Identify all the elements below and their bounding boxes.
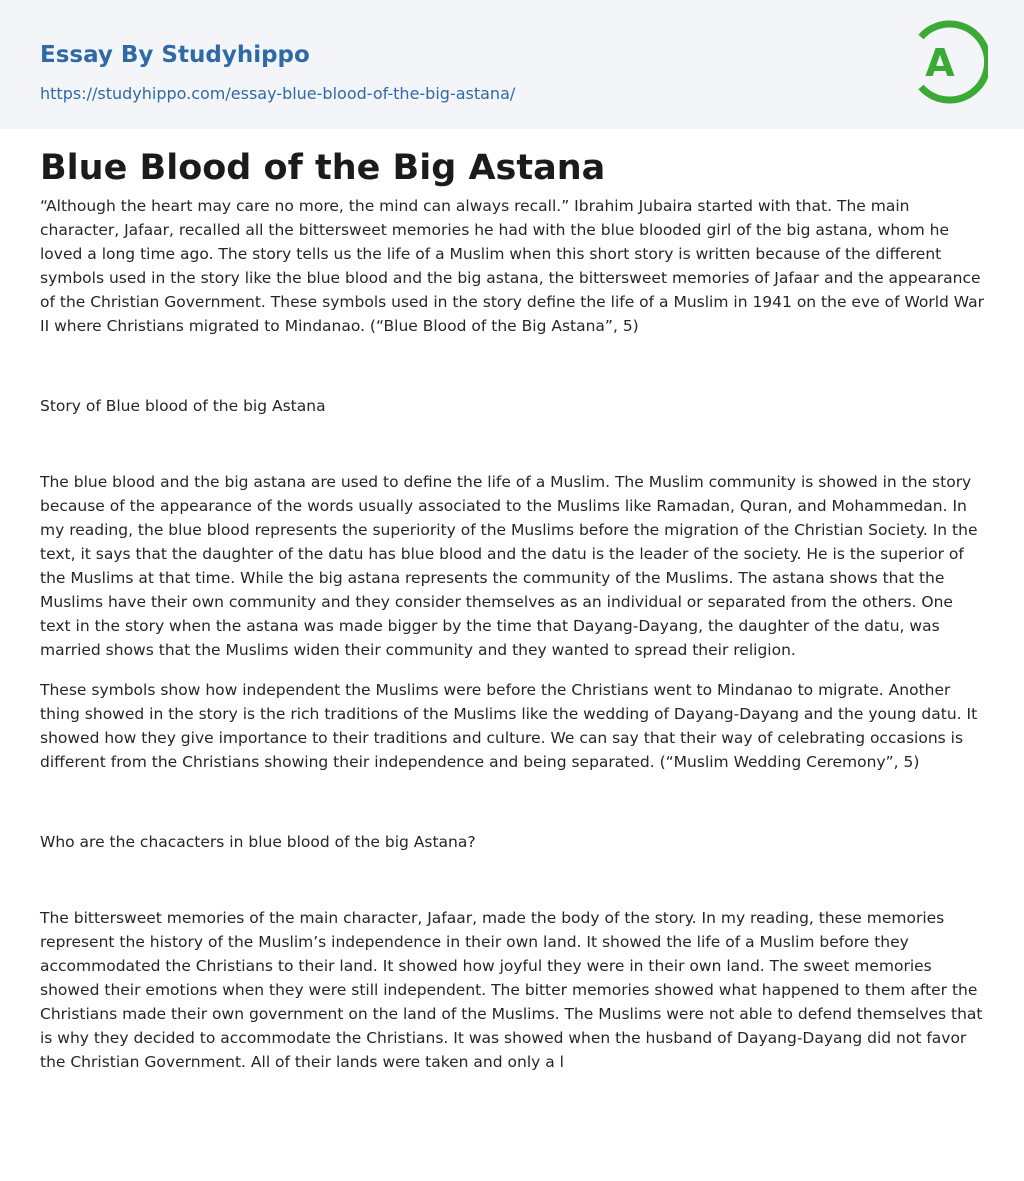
site-brand[interactable]: Essay By Studyhippo: [40, 42, 310, 68]
article-body: [0, 147, 1024, 1074]
site-header: [0, 0, 1024, 129]
intro-paragraph: “Although the heart may care no more, the mind can always recall.” Ibrahim Jubaira started with that. The main character, Jafaar, recalled all the bittersweet memories he had with the blue blooded girl of the big astana, whom he loved a long time ago. The story tells us the life of a Muslim when this short story is written because of the different symbols used in the story like the blue blood and the big astana, the bittersweet memories of Jafaar and the appearance of the Christian Government. These symbols used in the story define the life of a Muslim in 1941 on the eve of World War II where Christians migrated to Mindanao. (“Blue Blood of the Big Astana”, 5): [40, 197, 985, 335]
section-heading-characters: Who are the chacacters in blue blood of the big Astana?: [40, 833, 476, 851]
body-paragraph: The bittersweet memories of the main character, Jafaar, made the body of the story. In my reading, these memories represent the history of the Muslim’s independence in their own land. It showed the life of a Muslim before they accommodated the Christians to their land. It showed how joyful they were in their own land. The sweet memories showed their emotions when they were still independent. The bitter memories showed what happened to them after the Christians made their own government on the land of the Muslims. The Muslims were not able to defend themselves that is why they decided to accommodate the Christians. It was showed when the husband of Dayang-Dayang did not favor the Christian Government. All of their lands were taken and only a l: [40, 909, 983, 1071]
essay-url-link[interactable]: https://studyhippo.com/essay-blue-blood-of-the-big-astana/: [40, 84, 516, 103]
studyhippo-logo-icon[interactable]: [912, 18, 988, 106]
logo-letter: A: [925, 41, 955, 85]
body-paragraph: The blue blood and the big astana are used to define the life of a Muslim. The Muslim community is showed in the story because of the appearance of the words usually associated to the Muslims like Ramadan, Quran, and Mohammedan. In my reading, the blue blood represents the superiority of the Muslims before the migration of the Christian Society. In the text, it says that the daughter of the datu has blue blood and the datu is the leader of the society. He is the superior of the Muslims at that time. While the big astana represents the community of the Muslims. The astana shows that the Muslims have their own community and they consider themselves as an individual or separated from the others. One text in the story when the astana was made bigger by the time that Dayang-Dayang, the daughter of the datu, was married shows that the Muslims widen their community and they wanted to spread their religion.: [40, 473, 978, 659]
body-paragraph: These symbols show how independent the Muslims were before the Christians went to Mindanao to migrate. Another thing showed in the story is the rich traditions of the Muslims like the wedding of Dayang-Dayang and the young datu. It showed how they give importance to their traditions and culture. We can say that their way of celebrating occasions is different from the Christians showing their independence and being separated. (“Muslim Wedding Ceremony”, 5): [40, 681, 978, 771]
page-title: Blue Blood of the Big Astana: [40, 148, 606, 188]
section-heading-story: Story of Blue blood of the big Astana: [40, 397, 326, 415]
